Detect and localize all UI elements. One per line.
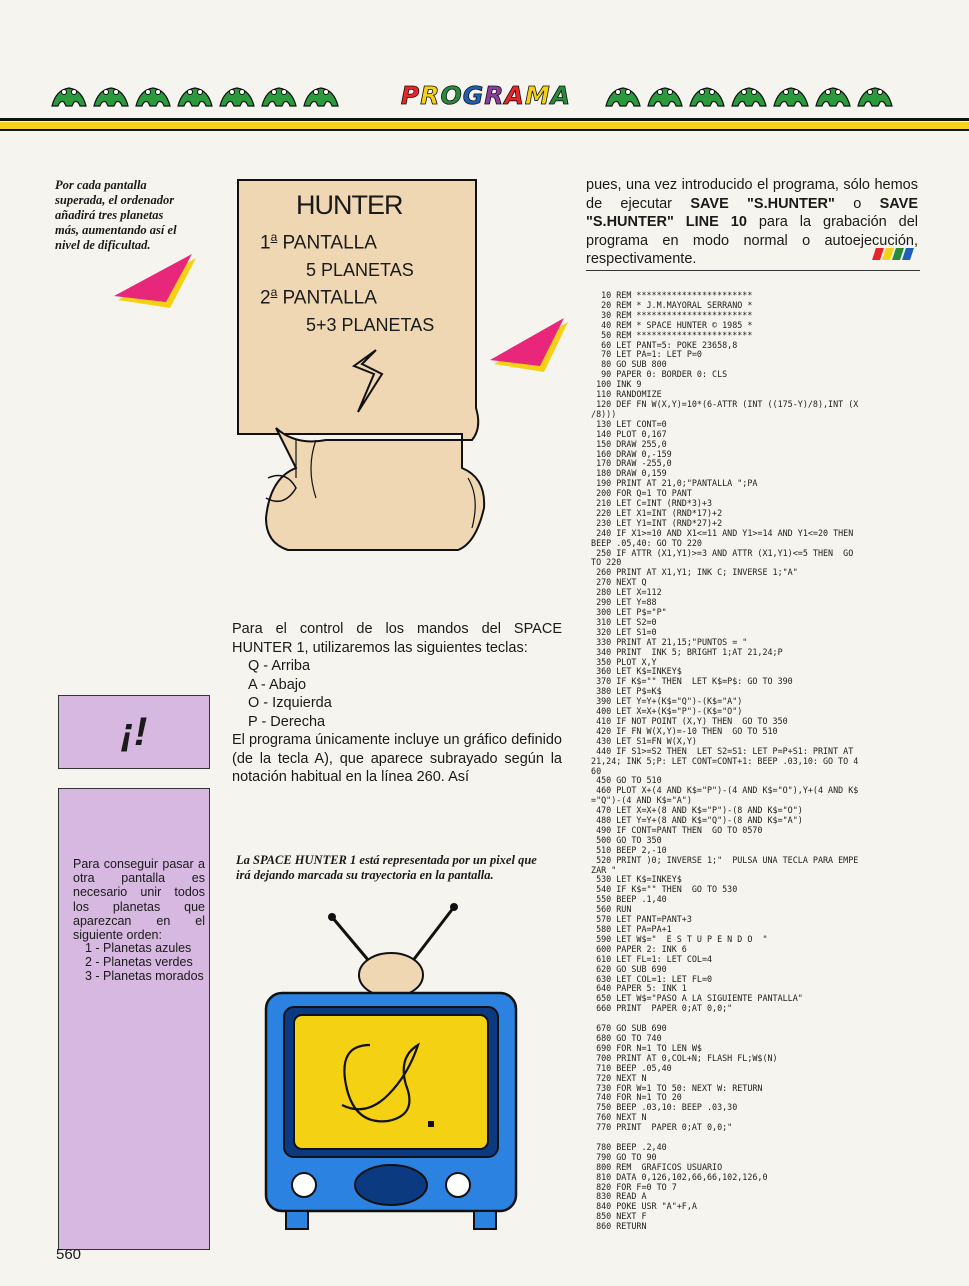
section-title	[398, 80, 574, 112]
column-divider	[586, 270, 920, 271]
frog-icon	[814, 80, 852, 110]
frog-icon	[604, 80, 642, 110]
title-letter: A	[550, 81, 572, 110]
scroll-caption: Por cada pantalla superada, el ordenador añadirá tres planetas más, aumentando así el nivel de dificultad.	[55, 178, 177, 252]
exclaim-box	[58, 695, 210, 769]
scroll-line-3-ordinal: a	[270, 285, 278, 299]
header-rule-yellow	[0, 122, 969, 129]
frog-icon	[260, 80, 298, 110]
tv-illustration	[258, 895, 526, 1235]
save-text-3: para la grabación del programa en modo normal o autoejecución, respectivamente.	[586, 214, 918, 267]
frog-icon	[218, 80, 256, 110]
tip-box	[58, 788, 210, 1250]
scroll-line-3-text: PANTALLA	[282, 287, 377, 309]
save-command-2: SAVE "S.HUNTER" LINE 10	[586, 195, 918, 230]
save-command-1: SAVE "S.HUNTER"	[690, 195, 835, 212]
frog-icon	[688, 80, 726, 110]
scroll-line-1-text: PANTALLA	[282, 232, 377, 254]
key-item-up: Q - Arriba	[248, 658, 311, 674]
frog-border-left	[50, 80, 340, 112]
scroll-line-3	[260, 285, 377, 309]
key-item-left: O - Izquierda	[248, 695, 332, 711]
exclaim-mark: ¡!	[120, 710, 148, 754]
save-text-2: o	[834, 195, 880, 212]
scroll-line-3-number: 2	[260, 287, 271, 309]
key-item-down: A - Abajo	[248, 676, 307, 693]
header-rule-bottom	[0, 129, 969, 131]
frog-icon	[302, 80, 340, 110]
tip-item-2: 2 - Planetas verdes	[85, 955, 193, 970]
title-letter: G	[462, 81, 485, 110]
color-triangle-decoration	[112, 252, 198, 310]
tip-item-3: 3 - Planetas morados	[85, 969, 204, 984]
frog-icon	[50, 80, 88, 110]
key-item-right: P - Derecha	[248, 713, 326, 730]
header-rule	[0, 118, 969, 121]
title-letter: P	[400, 81, 421, 110]
frog-icon	[730, 80, 768, 110]
frog-icon	[646, 80, 684, 110]
color-stripes-icon	[872, 248, 914, 260]
scroll-line-1-number: 1	[260, 232, 271, 254]
basic-listing: 10 REM *********************** 20 REM * J.M.MAYORAL SERRANO * 30 REM *********************** 40 REM * SPACE HUNTER © 1985 * 50 REM *********************** 60 LET PANT=5: POKE 23658,8 70 LET PA=1: LET P=0 80 GO SUB 800 90 PAPER 0: BORDER 0: CLS 100 INK 9 110 RANDOMIZE 120 DEF FN W(X,Y)=10*(6-ATTR (INT ((175-Y)/8),INT (X /8))) 130 LET CONT=0 140 PLOT 0,167 150 DRAW 255,0 160 DRAW 0,-159 170 DRAW -255,0 180 DRAW 0,159 190 PRINT AT 21,0;"PANTALLA ";PA 200 FOR Q=1 TO PANT 210 LET C=INT (RND*3)+3 220 LET X1=INT (RND*17)+2 230 LET Y1=INT (RND*27)+2 240 IF X1>=10 AND X1<=11 AND Y1>=14 AND Y1<=20 THEN BEEP .05,40: GO TO 220 250 IF ATTR (X1,Y1)>=3 AND ATTR (X1,Y1)<=5 THEN GO TO 220 260 PRINT AT X1,Y1; INK C; INVERSE 1;"A" 270 NEXT Q 280 LET X=112 290 LET Y=88 300 LET P$="P" 310 LET S2=0 320 LET S1=0 330 PRINT AT 21,15;"PUNTOS = " 340 PRINT INK 5; BRIGHT 1;AT 21,24;P 350 PLOT X,Y 360 LET K$=INKEY$ 370 IF K$="" THEN LET K$=P$: GO TO 390 380 LET P$=K$ 390 LET Y=Y+(K$="Q")-(K$="A") 400 LET X=X+(K$="P")-(K$="O") 410 IF NOT POINT (X,Y) THEN GO TO 350 420 IF FN W(X,Y)=-10 THEN GO TO 510 430 LET S1=FN W(X,Y) 440 IF S1>=S2 THEN LET S2=S1: LET P=P+S1: PRINT AT 21,24; INK 5;P: LET CONT=CONT+1: BEEP .03,10: GO TO 4 60 450 GO TO 510 460 PLOT X+(4 AND K$="P")-(4 AND K$="O"),Y+(4 AND K$ ="Q")-(4 AND K$="A") 470 LET X=X+(8 AND K$="P")-(8 AND K$="O") 480 LET Y=Y+(8 AND K$="Q")-(8 AND K$="A") 490 IF CONT=PANT THEN GO TO 0570 500 GO TO 350 510 BEEP 2,-10 520 PRINT )0; INVERSE 1;" PULSA UNA TECLA PARA EMPE ZAR " 530 LET K$=INKEY$ 540 IF K$="" THEN GO TO 530 550 BEEP .1,40 560 RUN 570 LET PANT=PANT+3 580 LET PA=PA+1 590 LET W$=" E S T U P E N D O " 600 PAPER 2: INK 6 610 LET FL=1: LET COL=4 620 GO SUB 690 630 LET COL=1: LET FL=0 640 PAPER 5: INK 1 650 LET W$="PASO A LA SIGUIENTE PANTALLA" 660 PRINT PAPER 0;AT 0,0;" 670 GO SUB 690 680 GO TO 740 690 FOR N=1 TO LEN W$ 700 PRINT AT 0,COL+N; FLASH FL;W$(N) 710 BEEP .05,40 720 NEXT N 730 FOR W=1 TO 50: NEXT W: RETURN 740 FOR N=1 TO 20 750 BEEP .03,10: BEEP .03,30 760 NEXT N 770 PRINT PAPER 0;AT 0,0;" 780 BEEP .2,40 790 GO TO 90 800 REM GRAFICOS USUARIO 810 DATA 0,126,102,66,66,102,126,0 820 FOR F=0 TO 7 830 READ A 840 POKE USR "A"+F,A 850 NEXT F 860 RETURN	[591, 290, 859, 1232]
save-instructions	[586, 176, 918, 269]
controls-section	[232, 620, 562, 787]
controls-note: El programa únicamente incluye un gráfico definido (de la tecla A), que aparece subrayado según la notación habitual en la línea 260. Así	[232, 732, 562, 785]
tip-item-1: 1 - Planetas azules	[85, 941, 192, 955]
controls-intro: Para el control de los mandos del SPACE HUNTER 1, utilizaremos las siguientes teclas:	[232, 621, 562, 656]
page-number: 560	[56, 1246, 82, 1263]
frog-icon	[134, 80, 172, 110]
title-letter: R	[420, 81, 441, 110]
tv-caption: La SPACE HUNTER 1 está representada por un pixel que irá dejando marcada su trayectoria en la pantalla.	[236, 853, 537, 882]
tip-list	[85, 941, 205, 984]
scroll-illustration	[236, 178, 492, 558]
color-triangle-decoration	[488, 318, 570, 374]
frog-border-right	[604, 80, 894, 112]
title-letter: R	[484, 81, 505, 110]
scroll-line-2: 5 PLANETAS	[306, 260, 414, 280]
frog-icon	[92, 80, 130, 110]
title-letter: M	[524, 81, 551, 110]
scroll-line-4: 5+3 PLANETAS	[306, 315, 435, 335]
title-letter: O	[440, 81, 463, 110]
title-letter: A	[504, 81, 525, 110]
frog-icon	[176, 80, 214, 110]
scroll-line-1	[260, 230, 377, 254]
frog-icon	[772, 80, 810, 110]
save-text-1: pues, una vez introducido el programa, sólo hemos de ejecutar	[586, 177, 918, 212]
scroll-title: HUNTER	[296, 190, 403, 220]
tip-text: Para conseguir pasar a otra pantalla es necesario unir todos los planetas que aparezcan en el siguiente orden:	[73, 857, 205, 943]
controls-keys	[232, 657, 562, 731]
scroll-line-1-ordinal: a	[270, 230, 278, 244]
frog-icon	[856, 80, 894, 110]
